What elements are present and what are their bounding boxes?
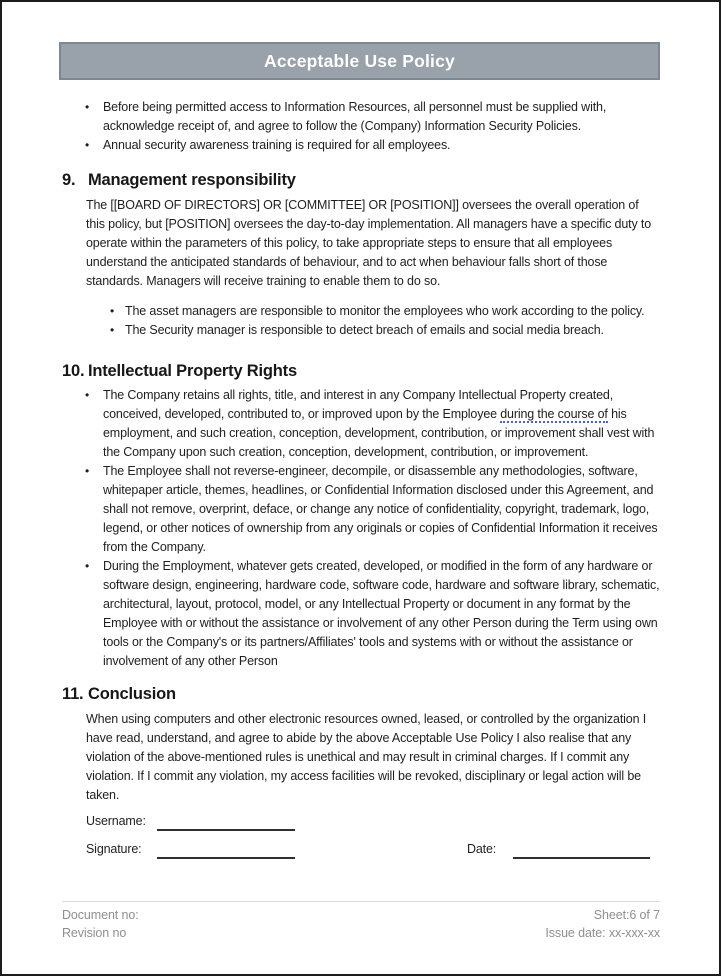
bullet-icon: •: [110, 304, 115, 318]
list-item: [62, 386, 660, 462]
signature-block: [62, 813, 660, 859]
revision-no-label: Revision no: [62, 926, 127, 940]
section-heading-intellectual-property-rights: [62, 360, 660, 382]
username-label: Username:: [86, 814, 146, 828]
list-item: [62, 302, 660, 321]
signature-label: Signature:: [86, 842, 142, 856]
section-heading-management-responsibility: [62, 169, 660, 191]
sheet-number: Sheet:6 of 7: [593, 908, 660, 922]
bullet-icon: •: [85, 388, 90, 402]
list-item: [62, 462, 660, 557]
intro-bullet-list: [62, 98, 660, 155]
bullet-icon: •: [85, 464, 90, 478]
bullet-text: The Security manager is responsible to detect breach of emails and social media breach.: [125, 323, 604, 337]
bullet-icon: •: [85, 559, 90, 573]
page-footer: [62, 901, 660, 942]
section11-paragraph: When using computers and other electronic resources owned, leased, or controlled by the organization I have read, understand, and agree to abide by the above Acceptable Use Policy I also realise that any violation of the above-mentioned rules is unethical and may result in criminal charges. If I commit any violation. If I commit any violation, my access facilities will be revoked, disciplinary or legal action will be taken.: [86, 712, 647, 802]
signature-date-row: [86, 841, 660, 859]
bullet-text: Before being permitted access to Information Resources, all personnel must be supplied with, acknowledge receipt of, and agree to follow the (Company) Information Security Policies.: [103, 100, 607, 133]
list-item: [62, 136, 660, 155]
bullet-icon: •: [110, 323, 115, 337]
section-number: 10.: [62, 362, 85, 380]
section9-bullet-list: [62, 302, 660, 340]
section-number: 11.: [62, 685, 84, 703]
issue-date: Issue date: xx-xxx-xx: [545, 926, 660, 940]
bullet-text-after: his employment, and such creation, conception, development, contribution, or improvement shall vest with the Company upon such creation, conception, development, contribution, or improvement.: [103, 407, 655, 459]
section-title: Intellectual Property Rights: [88, 362, 297, 380]
section-number: 9.: [62, 171, 76, 189]
section-title: Conclusion: [88, 685, 176, 703]
username-fill-line[interactable]: [157, 816, 295, 831]
footer-right: [545, 906, 660, 942]
footer-left: [62, 906, 139, 942]
section-heading-conclusion: [62, 683, 660, 705]
list-item: [62, 321, 660, 340]
bullet-icon: •: [85, 138, 90, 152]
document-body: [62, 98, 660, 859]
date-fill-line[interactable]: [513, 844, 650, 859]
bullet-text: Annual security awareness training is required for all employees.: [103, 138, 451, 152]
signature-fill-line[interactable]: [157, 844, 295, 859]
date-label: Date:: [467, 842, 497, 856]
bullet-text: The asset managers are responsible to monitor the employees who work according to the policy.: [125, 304, 645, 318]
bullet-text: The Employee shall not reverse-engineer, decompile, or disassemble any methodologies, software, whitepaper article, themes, headlines, or Confidential Information disclosed under this Agreement, and shall not remove, overprint, deface, or change any notice of confidentiality, copyright, trademark, logo, legend, or other notices of ownership from any originals or copies of Confidential Information it receives from the Company.: [103, 464, 658, 554]
bullet-text: [103, 386, 660, 462]
bullet-text: During the Employment, whatever gets created, developed, or modified in the form of any hardware or software design, engineering, hardware code, software code, hardware and software library, schematic, architectural, layout, protocol, model, or any Intellectual Property or document in any format by the Employee with or without the assistance or involvement of any other Person during the Term using own tools or the Company's or its partners/Affiliates' tools and systems with or without the assistance or involvement of any other Person: [103, 559, 660, 668]
document-title: Acceptable Use Policy: [264, 50, 455, 71]
section10-bullet-list: [62, 386, 660, 671]
username-row: [86, 813, 660, 831]
bullet-text-before: The Company retains all rights, title, and interest in any Company Intellectual Property created, conceived, developed, contributed to, or improved upon by the Employee: [103, 388, 614, 421]
document-no-label: Document no:: [62, 908, 139, 922]
list-item: [62, 98, 660, 136]
bullet-icon: •: [85, 100, 90, 114]
document-title-banner: [59, 42, 660, 80]
section-title: Management responsibility: [88, 171, 296, 189]
grammar-underlined-phrase: during the course of: [500, 407, 608, 421]
section9-paragraph: The [[BOARD OF DIRECTORS] OR [COMMITTEE] OR [POSITION]] oversees the overall operation of this policy, but [POSITION] oversees the day-to-day implementation. All managers have a specific duty to operate within the parameters of this policy, to take appropriate steps to ensure that all employees understand the anticipated standards of behaviour, and to act when behaviour falls short of those standards. Managers will receive training to enable them to do so.: [86, 198, 651, 288]
list-item: [62, 557, 660, 671]
